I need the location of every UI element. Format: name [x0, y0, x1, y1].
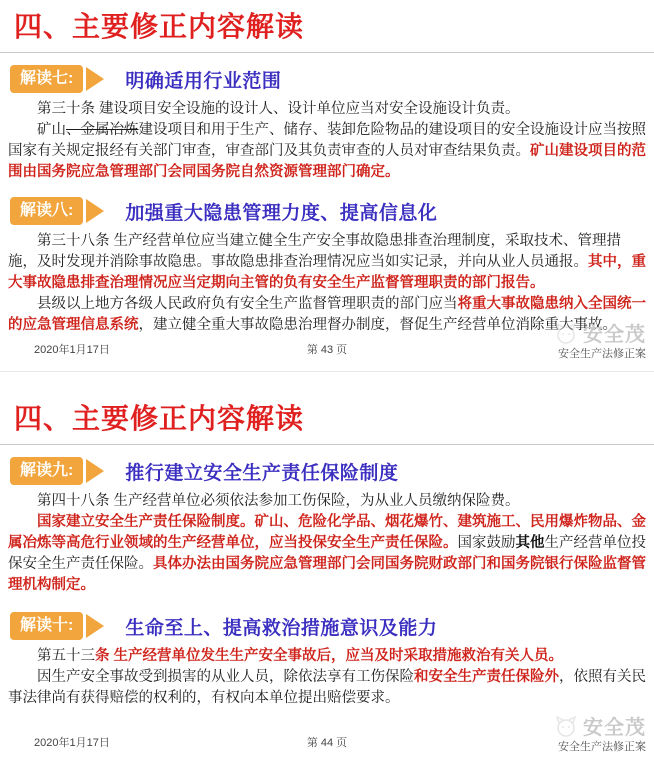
title-divider [0, 52, 654, 53]
section-heading-8: 加强重大隐患管理力度、提高信息化 [125, 202, 438, 224]
text-run-highlight: 具体办法由国务院应急管理部门会同国务院财政部门和国务院银行保险监督管理机构制定。 [8, 556, 646, 593]
section-heading-7: 明确适用行业范围 [125, 70, 282, 92]
section-heading-9: 推行建立安全生产责任保险制度 [125, 462, 399, 484]
text-run: 第三十八条 生产经营单位应当建立健全生产安全事故隐患排查治理制度，采取技术、管理措施，及时发现并消除事故隐患。事故隐患排查治理情况应当如实记录，并向从业人员通报。 [8, 233, 622, 270]
slide-page-44 [0, 372, 654, 764]
brand-watermark [551, 711, 646, 754]
paragraph-article-30 [8, 99, 646, 120]
cat-logo-icon [551, 322, 581, 344]
text-run-strikethrough: 、金属冶炼 [66, 122, 139, 138]
text-run: ，依照有关民事法律尚有获得赔偿的权利的，有权向本单位提出赔偿要求。 [8, 669, 646, 706]
brand-watermark [551, 318, 646, 361]
text-run: ，建立健全重大事故隐患治理督办制度，督促生产经营单位消除重大事故。 [138, 317, 617, 333]
footer-page-number: 第 44 页 [306, 737, 348, 749]
section-heading-10: 生命至上、提高救治措施意识及能力 [125, 617, 438, 639]
text-run-highlight: 和安全生产责任保险外 [414, 669, 559, 685]
paragraph-article-53 [8, 646, 646, 667]
footer-page-number: 第 43 页 [306, 344, 348, 356]
slide-footer [0, 710, 654, 758]
brand-subtitle: 安全生产法修正案 [558, 741, 646, 753]
text-run-highlight: 其中，重大事故隐患排查治理情况应当定期向主管的负有安全生产监督管理职责的部门报告。 [8, 254, 646, 291]
text-run: 因生产安全事故受到损害的从业人员，除依法享有工伤保险 [37, 669, 414, 685]
brand-subtitle: 安全生产法修正案 [558, 348, 646, 360]
text-run-highlight: 矿山建设项目的范围由国务院应急管理部门会同国务院自然资源管理部门确定。 [8, 143, 646, 180]
badge-jiedu-8: 解读八: [10, 197, 83, 225]
brand-name: 安全茂 [583, 717, 646, 739]
text-run-bold: 其他 [515, 535, 545, 551]
brand-row [551, 711, 646, 740]
cat-logo-icon [551, 715, 581, 737]
section-header-9 [10, 457, 654, 485]
brand-row [551, 318, 646, 347]
section-10-body [8, 646, 646, 709]
badge-jiedu-10: 解读十: [10, 612, 83, 640]
brand-name: 安全茂 [583, 324, 646, 346]
text-run-highlight: 国家建立安全生产责任保险制度。矿山、危险化学品、烟花爆竹、建筑施工、民用爆炸物品、金属冶炼等高危行业领域的生产经营单位，应当投保安全生产责任保险。 [8, 514, 646, 551]
paragraph-insurance [8, 512, 646, 596]
text-run: 建设项目和用于生产、储存、装卸危险物品的建设项目的安全设施设计应当按照国家有关规定报经有关部门审查，审查部门及其负责审查的人员对审查结果负责。 [8, 122, 646, 159]
slide-page-43 [0, 0, 654, 372]
text-run-highlight: 条 生产经营单位发生生产安全事故后，应当及时采取措施救治有关人员。 [95, 648, 564, 664]
text-run: 第三十条 建设项目安全设施的设计人、设计单位应当对安全设施设计负责。 [37, 101, 520, 117]
footer-date: 2020年1月17日 [34, 737, 110, 749]
paragraph-compensation [8, 667, 646, 709]
section-7-body [8, 99, 646, 183]
section-header-10 [10, 612, 654, 640]
text-run: 矿山 [37, 122, 66, 138]
text-run: 第五十三 [37, 648, 95, 664]
text-run: 第四十八条 生产经营单位必须依法参加工伤保险，为从业人员缴纳保险费。 [37, 493, 520, 509]
footer-date: 2020年1月17日 [34, 344, 110, 356]
section-9-body [8, 491, 646, 596]
text-run: 国家鼓励 [457, 535, 516, 551]
badge-jiedu-9: 解读九: [10, 457, 83, 485]
paragraph-article-38 [8, 231, 646, 294]
paragraph-mine-design [8, 120, 646, 183]
section-header-8 [10, 197, 654, 225]
title-divider [0, 444, 654, 445]
text-run: 县级以上地方各级人民政府负有安全生产监督管理职责的部门应当 [37, 296, 458, 312]
paragraph-article-48 [8, 491, 646, 512]
text-run: 生产经营单位投保安全生产责任保险。 [8, 535, 646, 572]
slide-title: 四、主要修正内容解读 [14, 403, 305, 434]
text-run-highlight: 将重大事故隐患纳入全国统一的应急管理信息系统 [8, 296, 646, 333]
section-header-7 [10, 65, 654, 93]
slide-title: 四、主要修正内容解读 [14, 11, 305, 42]
badge-jiedu-7: 解读七: [10, 65, 83, 93]
slide-footer [0, 317, 654, 365]
